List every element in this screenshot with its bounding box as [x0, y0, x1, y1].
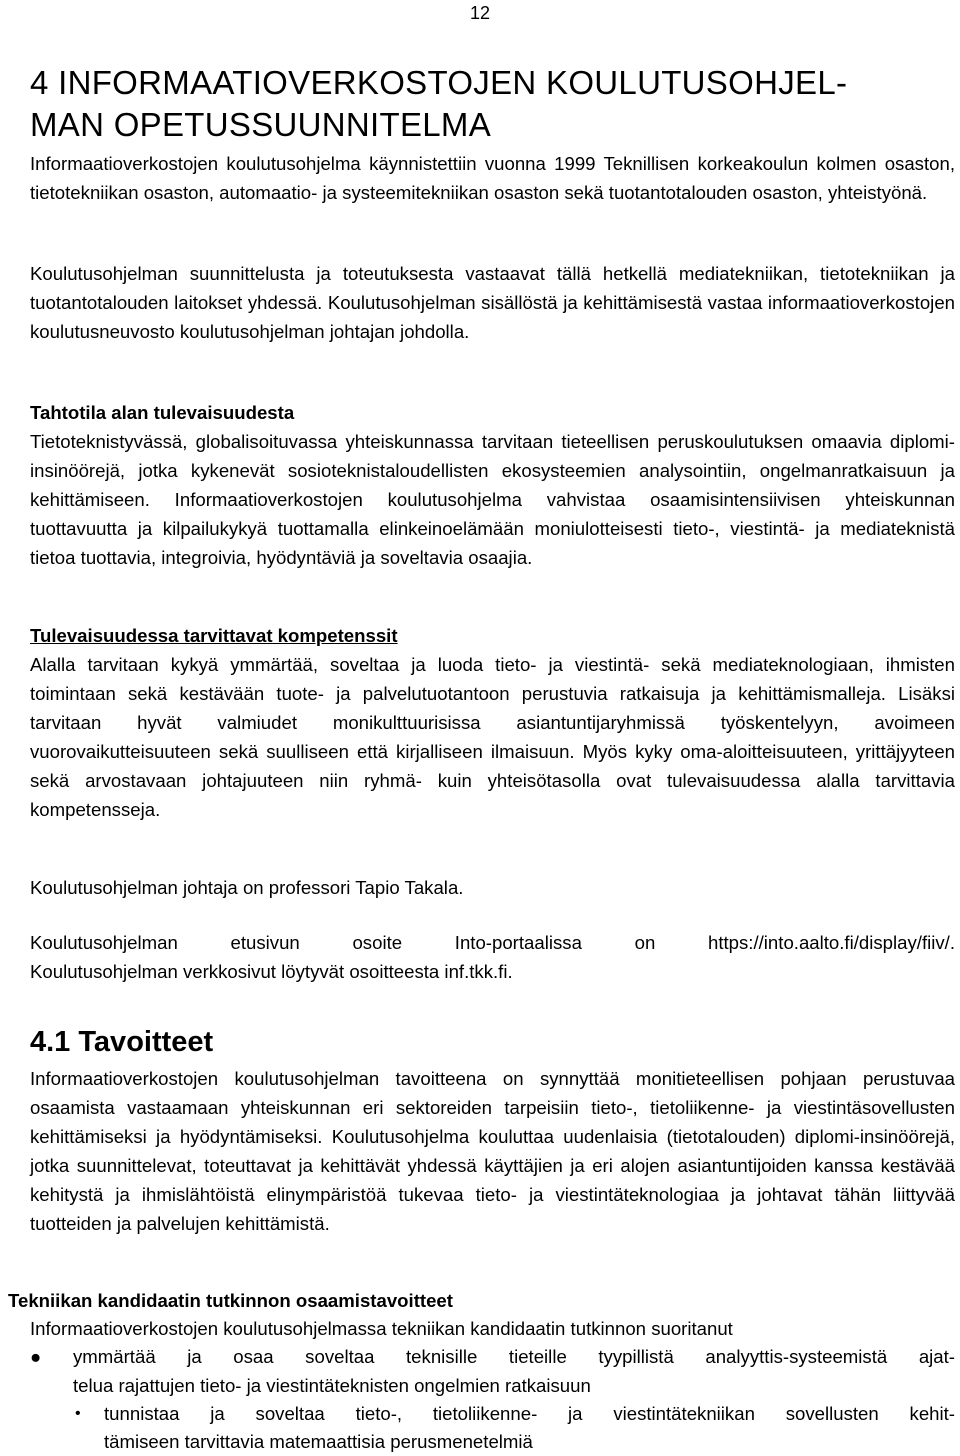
website-link-line: Koulutusohjelman verkkosivut löytyvät osoitteesta inf.tkk.fi.	[30, 961, 513, 982]
bullet-dot-icon: •	[75, 1405, 81, 1422]
chapter-title	[30, 62, 930, 146]
links-paragraph	[30, 928, 955, 986]
bsc-bullet-2-line-2: tämiseen tarvittavia matemaattisia perusmenetelmiä	[104, 1431, 533, 1452]
competences-paragraph: Alalla tarvitaan kykyä ymmärtää, soveltaa ja luoda tieto- ja viestintä- sekä mediateknologiaan, ihmisten toimintaan sekä kestävään tuote- ja palvelutuotantoon perustuvia ratkaisuja ja kehittämismalleja. Lisäksi tarvitaan hyvät valmiudet monikulttuurisissa asiantuntijaryhmissä työskentelyyn, avoimeen vuorovaikutteisuuteen sekä suulliseen että kirjalliseen ilmaisuun. Myös kyky oma-aloitteisuuteen, yrittäjyyteen sekä arvostavaan johtajuuteen niin ryhmä- kuin yhteisötasolla ovat tulevaisuudessa alalla tarvittavia kompetensseja.	[30, 654, 955, 820]
director-paragraph: Koulutusohjelman johtaja on professori Tapio Takala.	[30, 877, 464, 898]
intro-paragraph-2: Koulutusohjelman suunnittelusta ja toteutuksesta vastaavat tällä hetkellä mediatekniikan, tietotekniikan ja tuotantotalouden laitokset yhdessä. Koulutusohjelman sisällöstä ja kehittämisestä vastaa informaatioverkostojen koulutusneuvosto koulutusohjelman johtajan johdolla.	[30, 263, 955, 342]
chapter-title-line-2: MAN OPETUSSUUNNITELMA	[30, 106, 492, 143]
section-title-goals: 4.1 Tavoitteet	[30, 1026, 214, 1058]
bsc-intro: Informaatioverkostojen koulutusohjelmassa tekniikan kandidaatin tutkinnon suoritanut	[30, 1318, 733, 1339]
bsc-bullet-1-line-2: telua rajattujen tieto- ja viestintäteknisten ongelmien ratkaisuun	[73, 1375, 591, 1396]
vision-heading: Tahtotila alan tulevaisuudesta	[30, 402, 295, 423]
portal-link-line: Koulutusohjelman etusivun osoite Into-portaalissa on https://into.aalto.fi/display/fiiv/.	[30, 932, 955, 953]
vision-paragraph: Tietoteknistyvässä, globalisoituvassa yhteiskunnassa tarvitaan tieteellisen peruskoulutuksen omaavia diplomi-insinöörejä, jotka kykenevät sosioteknistaloudellisten ekosysteemien analysointiin, ongelmanratkaisuun ja kehittämiseen. Informaatioverkostojen koulutusohjelma vahvistaa osaamisintensiivisen yhteiskunnan tuottavuutta ja kilpailukykyä tuottamalla elinkeinoelämään moniulotteisesti tieto-, viestintä- ja mediateknistä tietoa tuottavia, integroivia, hyödyntäviä ja soveltavia osaajia.	[30, 431, 955, 568]
bsc-bullet-1-line-1: ymmärtää ja osaa soveltaa teknisille tieteille tyypillistä analyyttis-systeemistä ajat-	[73, 1346, 955, 1367]
intro-paragraph-1: Informaatioverkostojen koulutusohjelma käynnistettiin vuonna 1999 Teknillisen korkeakoulun kolmen osaston, tietotekniikan osaston, automaatio- ja systeemitekniikan osaston sekä tuotantotalouden osaston, yhteistyönä.	[30, 153, 955, 203]
bullet-dot-icon: ●	[30, 1346, 42, 1367]
competences-heading: Tulevaisuudessa tarvittavat kompetenssit	[30, 625, 398, 646]
page-number: 12	[469, 3, 491, 23]
bsc-bullet-2-line-1: tunnistaa ja soveltaa tieto-, tietoliikenne- ja viestintätekniikan sovellusten kehit-	[104, 1403, 955, 1424]
goals-paragraph: Informaatioverkostojen koulutusohjelman tavoitteena on synnyttää monitieteellisen pohjaan perustuvaa osaamista vastaamaan yhteiskunnan eri sektoreiden tarpeisiin tieto-, tietoliikenne- ja viestintäsovellusten kehittämiseksi ja hyödyntämiseksi. Koulutusohjelma kouluttaa uudenlaisia (tietotalouden) diplomi-insinöörejä, jotka suunnittelevat, toteuttavat ja kehittävät yhdessä käyttäjien ja eri alojen asiantuntijoiden kanssa kestävää kehitystä ja ihmislähtöistä elinympäristöä tukevaa tieto- ja viestintäteknologiaa ja johtavat tähän liittyvää tuotteiden ja palvelujen kehittämistä.	[30, 1068, 955, 1234]
bsc-heading: Tekniikan kandidaatin tutkinnon osaamistavoitteet	[8, 1290, 453, 1311]
chapter-title-line-1: 4 INFORMAATIOVERKOSTOJEN KOULUTUSOHJEL-	[30, 64, 848, 101]
